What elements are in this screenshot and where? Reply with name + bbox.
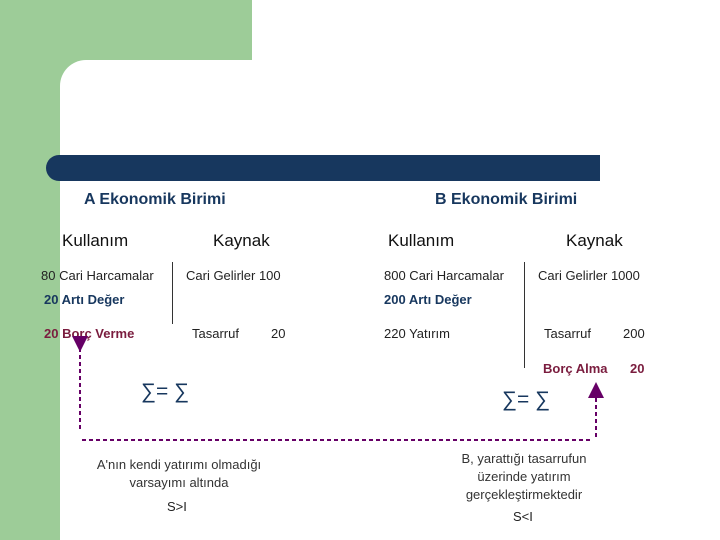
unit-b-title: B Ekonomik Birimi <box>435 191 578 208</box>
unit-b-borrowing-label: Borç Alma <box>543 361 608 376</box>
unit-a-note: A'nın kendi yatırımı olmadığı varsayımı altında <box>96 457 262 490</box>
unit-a-sigma-equality: ∑= ∑ <box>141 380 190 403</box>
unit-a-relation: S>I <box>167 499 187 514</box>
unit-a-source-header: Kaynak <box>213 231 270 250</box>
unit-b-current-expenses: 800 Cari Harcamalar <box>384 268 504 283</box>
unit-b-borrowing-value: 20 <box>630 361 645 376</box>
unit-b-current-income: Cari Gelirler 1000 <box>538 268 640 283</box>
unit-a-use-header: Kullanım <box>62 231 129 250</box>
unit-a-current-income: Cari Gelirler 100 <box>186 268 281 283</box>
unit-b-investment: 220 Yatırım <box>384 326 450 341</box>
unit-b-source-header: Kaynak <box>566 231 623 250</box>
unit-a-surplus: 20 Artı Değer <box>44 292 125 307</box>
unit-a-current-expenses: 80 Cari Harcamalar <box>41 268 154 283</box>
unit-b-sigma-equality: ∑= ∑ <box>502 388 551 411</box>
unit-a-title: A Ekonomik Birimi <box>84 191 226 208</box>
unit-b-saving-value: 200 <box>623 326 645 341</box>
unit-b-use-header: Kullanım <box>388 231 455 250</box>
unit-b-note: B, yarattığı tasarrufun üzerinde yatırım gerçekleştirmektedir <box>461 451 587 502</box>
unit-b-relation: S<I <box>513 509 533 524</box>
unit-b-surplus: 200 Artı Değer <box>384 292 472 307</box>
unit-b-saving-label: Tasarruf <box>544 326 591 341</box>
unit-a-saving-value: 20 <box>271 326 286 341</box>
unit-a-lending: 20 Borç Verme <box>44 326 135 341</box>
unit-a-saving-label: Tasarruf <box>192 326 239 341</box>
